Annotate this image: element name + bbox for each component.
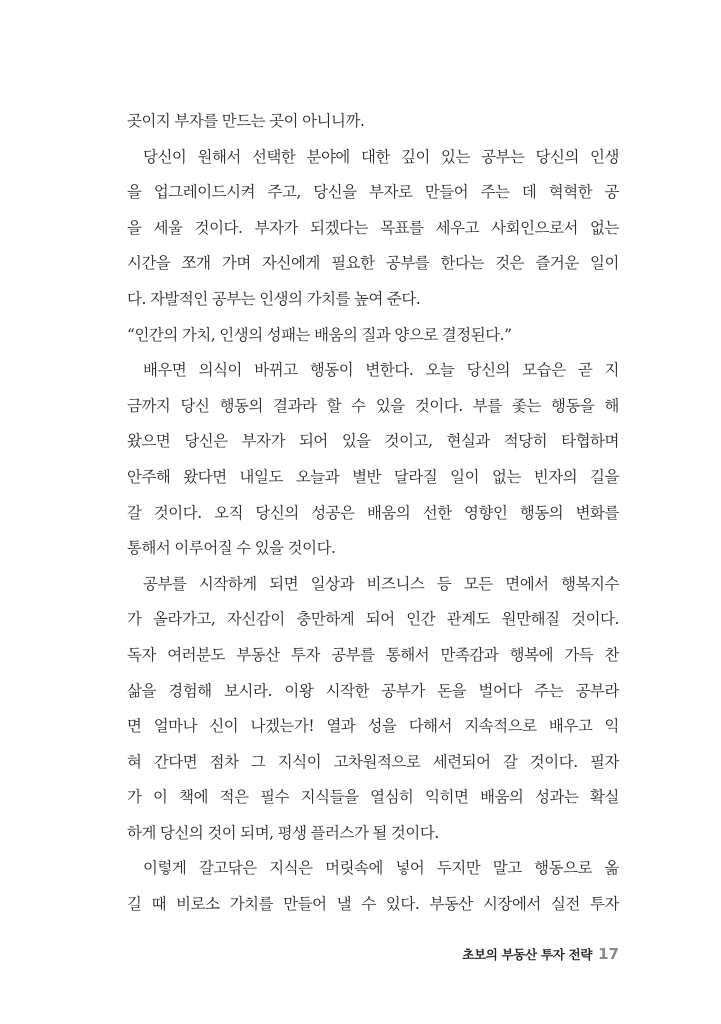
text-line: 이렇게 갈고닦은 지식은 머릿속에 넣어 두지만 말고 행동으로 옮 [143,859,619,878]
page-footer [462,945,619,969]
text-line: 금까지 당신 행동의 결과라 할 수 있을 것이다. 부를 좇는 행동을 해 [127,396,619,415]
text-line: 하게 당신의 것이 되며, 평생 플러스가 될 것이다. [127,823,439,842]
text-line: 을 업그레이드시켜 주고, 당신을 부자로 만들어 주는 데 혁혁한 공 [127,183,619,202]
page-number: 17 [598,945,619,963]
text-line: 가 이 책에 적은 필수 지식들을 열심히 익히면 배움의 성과는 확실 [127,788,619,807]
text-line: 독자 여러분도 부동산 투자 공부를 통해서 만족감과 행복에 가득 찬 [127,645,619,664]
text-line: 길 때 비로소 가치를 만들어 낼 수 있다. 부동산 시장에서 실전 투자 [127,895,619,914]
text-line: 공부를 시작하게 되면 일상과 비즈니스 등 모든 면에서 행복지수 [143,574,619,593]
text-line: 삶을 경험해 보시라. 이왕 시작한 공부가 돈을 벌어다 주는 공부라 [127,681,619,700]
text-line: 면 얼마나 신이 나겠는가! 열과 성을 다해서 지속적으로 배우고 익 [127,717,619,736]
text-line: 시간을 쪼개 가며 자신에게 필요한 공부를 한다는 것은 즐거운 일이 [127,254,619,273]
text-line: 안주해 왔다면 내일도 오늘과 별반 달라질 일이 없는 빈자의 길을 [127,467,619,486]
text-line: 왔으면 당신은 부자가 되어 있을 것이고, 현실과 적당히 타협하며 [127,432,619,451]
quote-line: “인간의 가치, 인생의 성패는 배움의 질과 양으로 결정된다.” [127,325,512,344]
text-line: 을 세울 것이다. 부자가 되겠다는 목표를 세우고 사회인으로서 없는 [127,218,619,237]
text-line: 다. 자발적인 공부는 인생의 가치를 높여 준다. [127,289,421,308]
text-line: 혀 간다면 점차 그 지식이 고차원적으로 세련되어 갈 것이다. 필자 [127,752,619,771]
text-line: 당신이 원해서 선택한 분야에 대한 깊이 있는 공부는 당신의 인생 [143,147,619,166]
text-line: 곳이지 부자를 만드는 곳이 아니니까. [127,112,365,130]
text-line: 갈 것이다. 오직 당신의 성공은 배움의 선한 영향인 행동의 변화를 [127,503,619,522]
running-footer-title: 초보의 부동산 투자 전략 [462,947,593,962]
text-line: 가 올라가고, 자신감이 충만하게 되어 인간 관계도 원만해질 것이다. [127,610,619,629]
text-line: 통해서 이루어질 수 있을 것이다. [127,539,336,558]
body-text [127,104,619,923]
text-line: 배우면 의식이 바뀌고 행동이 변한다. 오늘 당신의 모습은 곧 지 [143,361,619,380]
